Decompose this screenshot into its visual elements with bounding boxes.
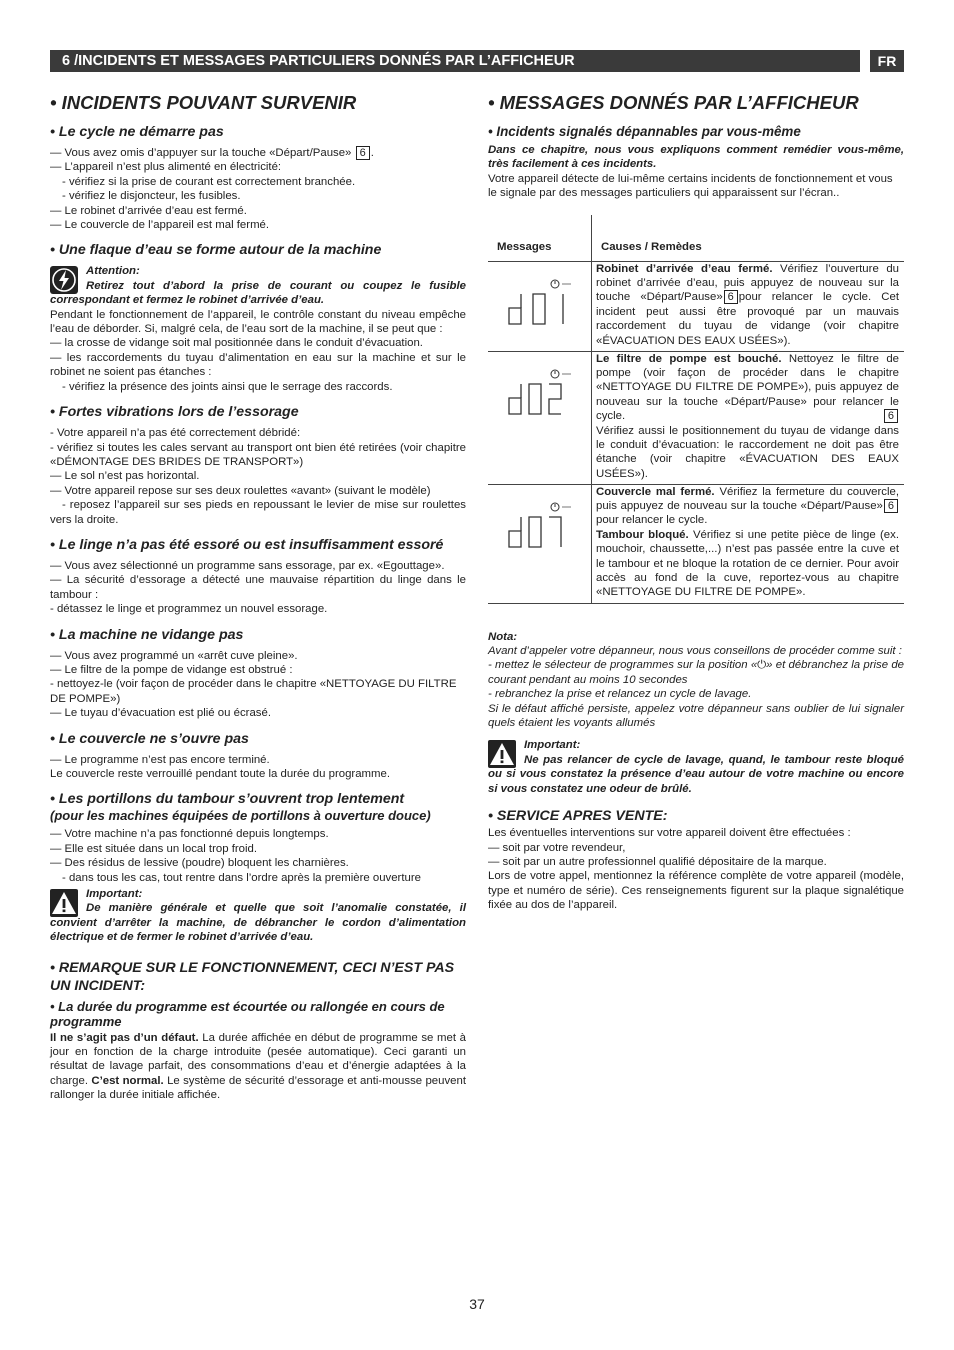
col-causes: Causes / Remèdes	[601, 241, 702, 254]
section-header: 6 /INCIDENTS ET MESSAGES PARTICULIERS DONNÉS PAR L’AFFICHEUR	[50, 50, 860, 72]
s4-line: — Vous avez sélectionné un programme sans essorage, par ex. «Egouttage».	[50, 559, 445, 572]
s7-line: — Des résidus de lessive (poudre) bloquent les charnières.	[50, 857, 349, 870]
messages-table	[488, 215, 904, 604]
warning-icon	[50, 889, 78, 917]
s1-line: — Vous avez omis d’appuyer sur la touche «Départ/Pause» 6 .	[50, 147, 374, 159]
table-row	[488, 351, 904, 484]
power-off-icon: ⏻	[757, 659, 767, 672]
s7-line: — Elle est située dans un local trop froid.	[50, 842, 258, 855]
messages-title: • MESSAGES DONNÉS PAR L’AFFICHEUR	[488, 92, 859, 113]
cause-cell: Couvercle mal fermé. Vérifiez la fermeture du couvercle, puis appuyez de nouveau sur la touche «Départ/Pause» 6 pour relancer le cycle. Tambour bloqué. Vérifiez si une petite pièce de linge (ex. mouchoir, chaussette,...) n’est pas passée entre la cuve et le tambour et ne bloque la rotation de ce dernier. Pour avoir accès au fond de la cuve, reportez-vous au chapitre «NETTOYAGE DU FILTRE DE POMPE».	[592, 484, 905, 603]
cause-cell: Le filtre de pompe est bouché. Nettoyez le filtre de pompe (voir façon de procéder dans le chapitre «NETTOYAGE DU FILTRE DE POMPE»), puis appuyez de nouveau sur la touche «Départ/Pause» pour relancer le cycle. 6 Vérifiez aussi le positionnement du tuyau de vidange dans le conduit d’évacuation: le raccordement ne doit pas être étanche (voir chapitre «ÉVACUATION DES EAUX USÉES»).	[592, 351, 905, 484]
incidents-title: • INCIDENTS POUVANT SURVENIR	[50, 92, 357, 113]
page-number: 37	[469, 1296, 485, 1312]
s5-line: — Le filtre de la pompe de vidange est obstrué :	[50, 663, 293, 676]
s3-line: - Votre appareil n’a pas été correctement débridé:	[50, 427, 301, 440]
s3-line: — Votre appareil repose sur ses deux roulettes «avant» (suivant le modèle)	[50, 484, 431, 497]
nota-block	[488, 630, 904, 731]
nota-line: - mettez le sélecteur de programmes sur la position «⏻» et débranchez la prise de courant pendant au moins 10 secondes	[488, 659, 904, 686]
language-badge: FR	[870, 50, 904, 72]
col-messages: Messages	[488, 215, 592, 262]
s3-line: - vérifiez si toutes les cales servant au transport ont bien été retirées (voir chapitre «DÉMONTAGE DES BRIDES DE TRANSPORT»)	[50, 441, 466, 468]
nota-line: Avant d’appeler votre dépanneur, nous vous conseillons de procéder comme suit :	[488, 645, 902, 658]
key-6: 6	[724, 290, 738, 304]
s3-title: • Fortes vibrations lors de l’essorage	[50, 404, 299, 421]
messages-intro: Votre appareil détecte de lui-même certains incidents de fonctionnement et vous le signale par des messages particuliers qui apparaissent sur l’écran..	[488, 172, 893, 200]
cause-cell: Robinet d’arrivée d’eau fermé. Vérifiez l’ouverture du robinet d’arrivée d’eau, puis appuyez de nouveau sur la touche «Départ/Pause» 6 pour relancer le cycle. Cet incident peut aussi être provoqué par un mauvais raccordement du tuyau de vidange (voir chapitre «ÉVACUATION DES EAUX USÉES»).	[592, 261, 905, 351]
error-display-d02-icon	[505, 364, 575, 424]
s1-line: — Le couvercle de l’appareil est mal fermé.	[50, 219, 270, 232]
s4-line: - détassez le linge et programmez un nouvel essorage.	[50, 603, 328, 616]
important-notice-right	[488, 738, 904, 796]
attention-notice	[50, 264, 466, 307]
s8-subtitle: • La durée du programme est écourtée ou rallongée en cours de programme	[50, 998, 445, 1029]
s2-title: • Une flaque d’eau se forme autour de la machine	[50, 242, 382, 259]
important-label: Important:	[86, 888, 143, 901]
s5-line: — Vous avez programmé un «arrêt cuve pleine».	[50, 649, 298, 662]
key-6: 6	[884, 499, 898, 513]
electric-warning-icon	[50, 266, 78, 294]
service-title: • SERVICE APRES VENTE:	[488, 808, 668, 825]
s7-title: • Les portillons du tambour s’ouvrent trop lentement	[50, 791, 405, 808]
error-display-d01-icon	[505, 274, 575, 334]
s8-title: • REMARQUE SUR LE FONCTIONNEMENT, CECI N’EST PAS UN INCIDENT:	[50, 959, 455, 994]
s5-title: • La machine ne vidange pas	[50, 626, 244, 643]
s1-line: - vérifiez si la prise de courant est correctement branchée.	[62, 175, 356, 188]
s3-line: — Le sol n’est pas horizontal.	[50, 470, 200, 483]
message-cell	[488, 351, 592, 484]
service-line: — soit par un autre professionnel qualifié dépositaire de la marque.	[488, 855, 827, 868]
s7-line: — Votre machine n’a pas fonctionné depuis longtemps.	[50, 828, 329, 841]
s3-line: - reposez l’appareil sur ses pieds en repoussant le levier de mise sur roulettes vers la droite.	[50, 499, 466, 526]
important-notice	[50, 887, 466, 945]
important-text: Ne pas relancer de cycle de lavage, quand, le tambour reste bloqué ou si vous constatez la présence d’eau autour de votre machine ou encore si vous constatez une odeur de brûlé.	[488, 753, 904, 795]
s2-line: - vérifiez la présence des joints ainsi que le serrage des raccords.	[62, 380, 393, 393]
key-6: 6	[884, 409, 898, 423]
service-line: Lors de votre appel, mentionnez la référence complète de votre appareil (modèle, type et numéro de série). Ces renseignements figurent sur la plaque signalétique fixée au dos de l’appareil.	[488, 870, 904, 912]
attention-text: Retirez tout d’abord la prise de courant ou coupez le fusible correspondant et fermez le robinet d’arrivée d’eau.	[50, 279, 466, 307]
s7-subtitle: (pour les machines équipées de portillons à ouverture douce)	[50, 808, 431, 824]
service-line: — soit par votre revendeur,	[488, 841, 626, 854]
s5-line: — Le tuyau d’évacuation est plié ou écrasé.	[50, 707, 271, 720]
s8-para: Il ne s’agit pas d’un défaut. La durée affichée en début de programme se met à jour en fonction de la charge introduite (pesée automatique). Ceci garanti un résultat de lavage parfait, des consommations d’eau et d’énergie adaptées à la charge. C’est normal. Le système de sécurité d’essorage et anti-mousse peuvent rallonger la durée initiale affichée.	[50, 1031, 466, 1102]
table-row	[488, 261, 904, 351]
message-cell	[488, 261, 592, 351]
table-row	[488, 484, 904, 603]
nota-line: - rebranchez la prise et relancez un cycle de lavage.	[488, 688, 752, 701]
important-text: De manière générale et quelle que soit l’anomalie constatée, il convient d’arrêter la machine, de débrancher le cordon d’alimentation électrique et de fermer le robinet d’arrivée d’eau.	[50, 902, 466, 944]
s5-line: - nettoyez-le (voir façon de procéder dans le chapitre «NETTOYAGE DU FILTRE DE POMPE»)	[50, 678, 457, 705]
s7-line: - dans tous les cas, tout rentre dans l’ordre après la première ouverture	[62, 871, 421, 884]
message-cell	[488, 484, 592, 603]
nota-label: Nota:	[488, 630, 518, 643]
service-line: Les éventuelles interventions sur votre appareil doivent être effectuées :	[488, 827, 851, 840]
s6-line: Le couvercle reste verrouillé pendant toute la durée du programme.	[50, 768, 391, 780]
s6-title: • Le couvercle ne s’ouvre pas	[50, 730, 249, 747]
error-display-d07-icon	[505, 497, 575, 557]
left-column	[50, 92, 466, 1103]
messages-subtitle: • Incidents signalés dépannables par vous-même	[488, 124, 801, 139]
key-6: 6	[356, 146, 370, 160]
important-label: Important:	[524, 739, 581, 752]
s2-para: Pendant le fonctionnement de l’appareil, le contrôle constant du niveau empêche l’eau de déborder. Si, malgré cela, de l’eau sort de la machine, il se peut que :	[50, 308, 466, 336]
nota-line: Si le défaut affiché persiste, appelez votre dépanneur sans oublier de lui signaler quels étaient les voyants allumés	[488, 702, 904, 730]
attention-label: Attention:	[86, 265, 140, 278]
s4-line: — La sécurité d’essorage a détecté une mauvaise répartition du linge dans le tambour :	[50, 574, 466, 601]
s2-line: — les raccordements du tuyau d’alimentation en eau sur la machine et sur le robinet ne soient pas étanches :	[50, 351, 466, 379]
right-column	[488, 92, 904, 913]
messages-intro-bold: Dans ce chapitre, nous vous expliquons comment remédier vous-même, très facilement à ces incidents.	[488, 144, 904, 171]
s1-line: — Le robinet d’arrivée d’eau est fermé.	[50, 204, 247, 217]
s1-line: — L’appareil n’est plus alimenté en électricité:	[50, 161, 282, 174]
warning-icon	[488, 740, 516, 768]
s1-line: - vérifiez le disjoncteur, les fusibles.	[62, 190, 241, 203]
s1-title: • Le cycle ne démarre pas	[50, 124, 224, 140]
s6-line: — Le programme n’est pas encore terminé.	[50, 753, 270, 766]
s4-title: • Le linge n’a pas été essoré ou est insuffisamment essoré	[50, 536, 444, 553]
s2-line: — la crosse de vidange soit mal positionnée dans le conduit d’évacuation.	[50, 337, 423, 350]
